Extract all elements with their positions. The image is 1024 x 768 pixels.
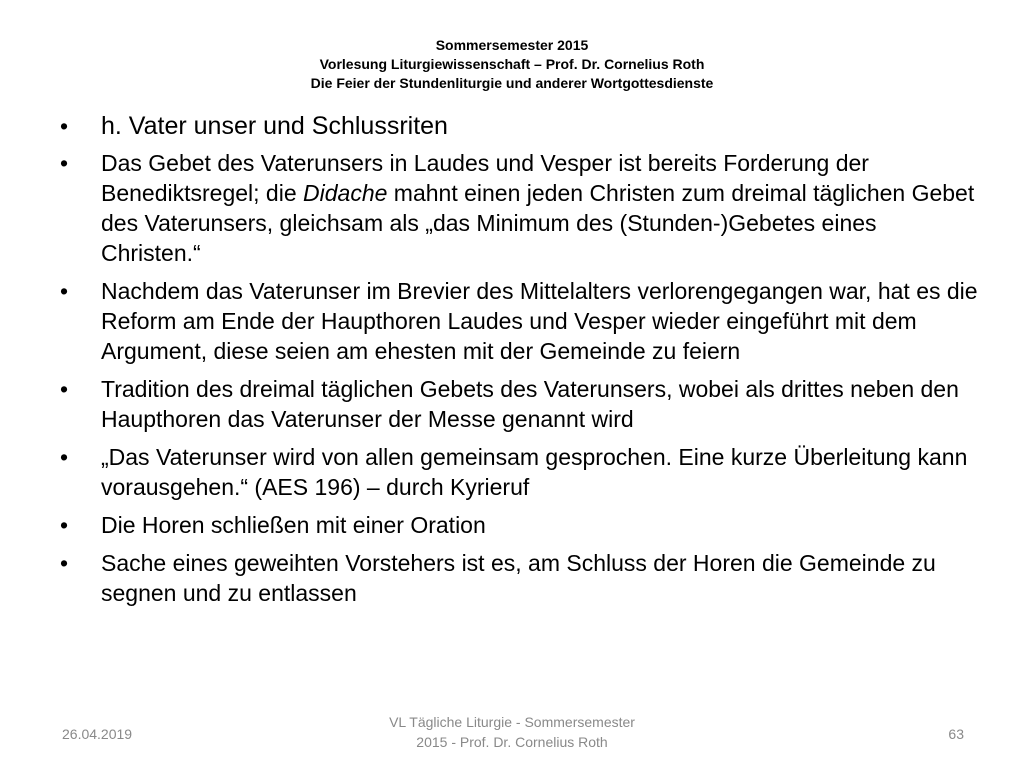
page-number: 63 — [948, 726, 964, 742]
bullet-text: Das Gebet des Vaterunsers in Laudes und Vesper ist bereits Forderung der Benediktsregel; die Didache mahnt einen jeden Christen zum dreimal täglichen Gebet des Vaterunsers, gleichsam als „das Minimum des (Stunden-)Gebetes eines Christen.“ — [101, 150, 975, 266]
bullet-item — [58, 442, 978, 502]
bullet-item — [58, 276, 978, 366]
slide-header — [0, 36, 1024, 93]
bullet-icon: • — [60, 278, 69, 304]
header-lecture: Vorlesung Liturgiewissenschaft – Prof. Dr. Cornelius Roth — [319, 56, 705, 72]
footer-date: 26.04.2019 — [62, 726, 133, 742]
header-topic: Die Feier der Stundenliturgie und anderer Wortgottesdienste — [310, 75, 714, 91]
bullet-icon: • — [60, 113, 69, 139]
bullet-text: h. Vater unser und Schlussriten — [101, 112, 448, 140]
bullet-item — [58, 148, 978, 268]
bullet-item — [58, 510, 978, 540]
header-semester: Sommersemester 2015 — [435, 37, 589, 53]
bullet-icon: • — [60, 376, 69, 402]
bullet-item-heading — [58, 111, 978, 141]
bullet-item — [58, 548, 978, 608]
footer-title-line2: 2015 - Prof. Dr. Cornelius Roth — [416, 734, 608, 750]
italic-term: Didache — [303, 180, 388, 206]
bullet-text: Tradition des dreimal täglichen Gebets des Vaterunsers, wobei als drittes neben den Haupthoren das Vaterunser der Messe genannt wird — [101, 376, 959, 432]
bullet-icon: • — [60, 444, 69, 470]
bullet-icon: • — [60, 550, 69, 576]
bullet-text: Nachdem das Vaterunser im Brevier des Mittelalters verlorengegangen war, hat es die Reform am Ende der Haupthoren Laudes und Vesper wieder eingeführt mit dem Argument, diese seien am ehesten mit der Gemeinde zu feiern — [101, 278, 978, 364]
footer-title-line1: VL Tägliche Liturgie - Sommersemester — [389, 714, 635, 730]
bullet-icon: • — [60, 150, 69, 176]
bullet-text: „Das Vaterunser wird von allen gemeinsam gesprochen. Eine kurze Überleitung kann vorausgehen.“ (AES 196) – durch Kyrieruf — [101, 444, 968, 500]
bullet-item — [58, 374, 978, 434]
bullet-list — [58, 111, 978, 616]
bullet-icon: • — [60, 512, 69, 538]
footer-title — [312, 712, 712, 752]
bullet-text: Sache eines geweihten Vorstehers ist es, am Schluss der Horen die Gemeinde zu segnen und zu entlassen — [101, 550, 936, 606]
bullet-text: Die Horen schließen mit einer Oration — [101, 512, 486, 538]
